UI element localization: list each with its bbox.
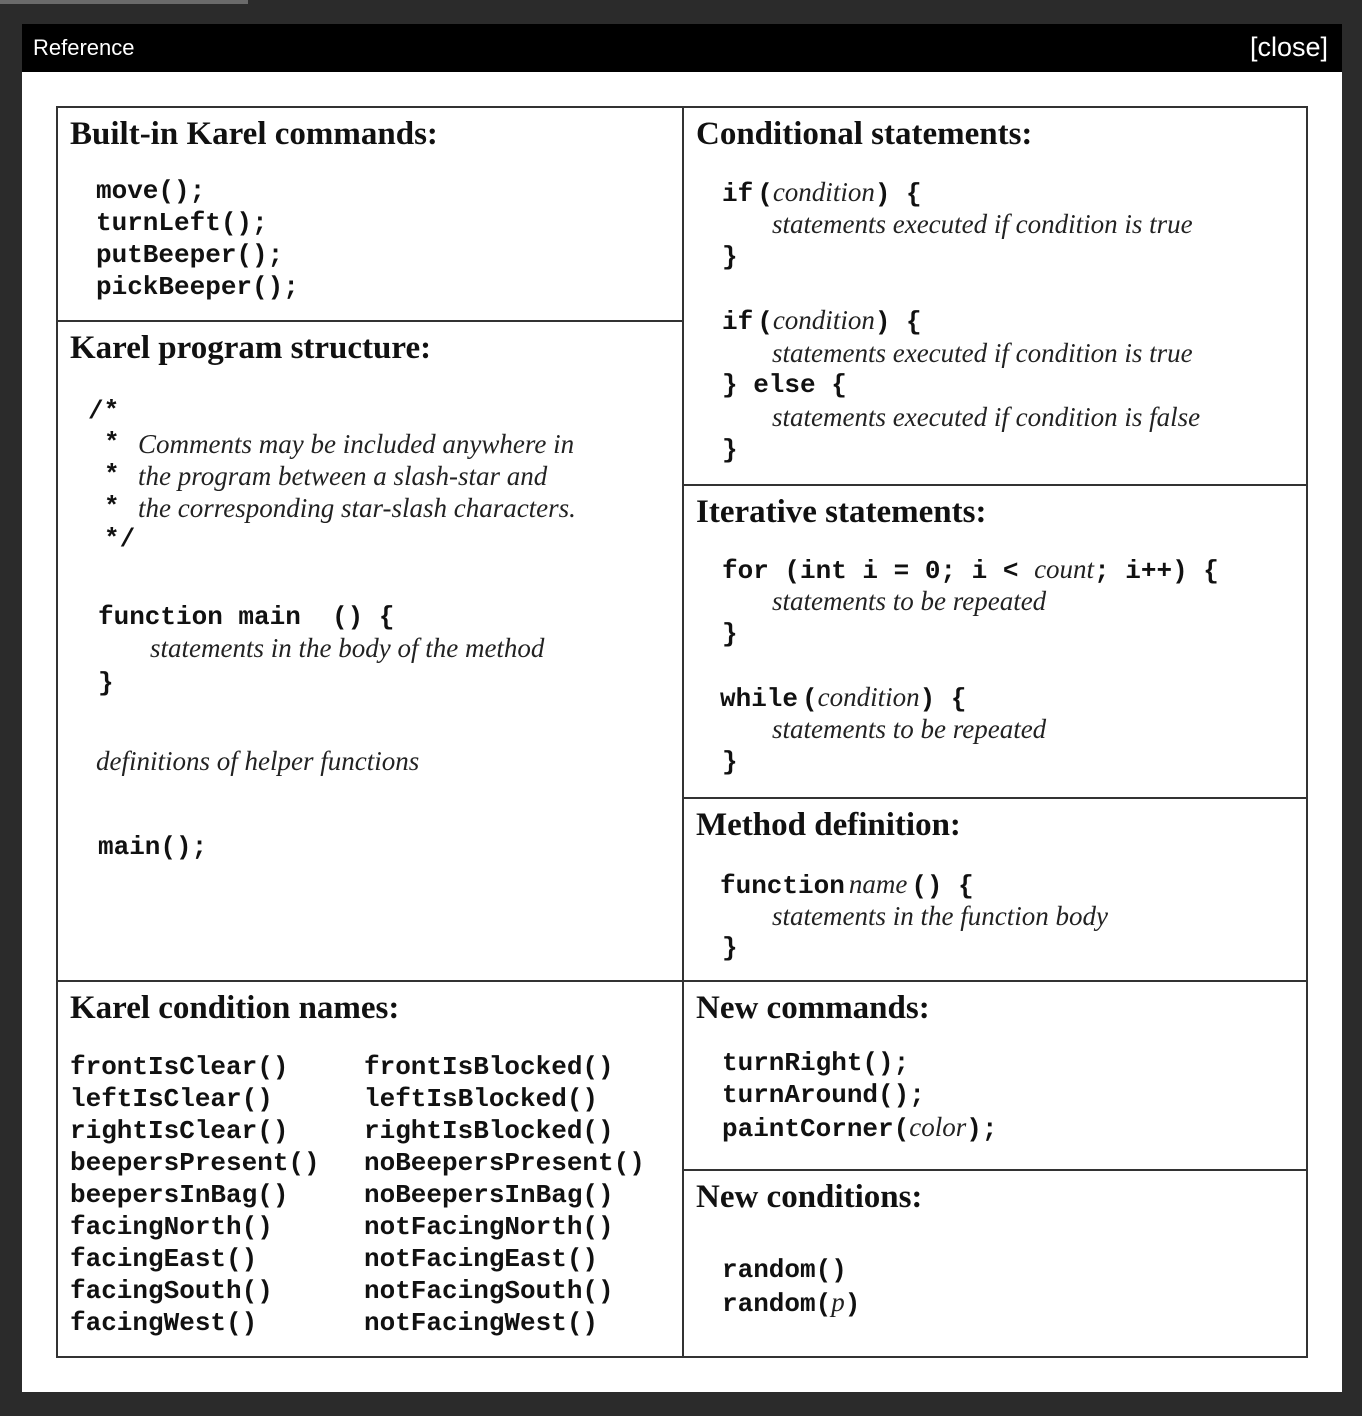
helpers-rest: helper functions <box>244 746 420 776</box>
comment-close: */ <box>104 524 136 554</box>
command-turnaround: turnAround(); <box>722 1080 925 1110</box>
background-tab-strip <box>0 0 248 4</box>
if-keyword: if <box>722 307 754 337</box>
body-prefix: statements in the <box>772 901 954 931</box>
loop-body-text: statements to be repeated <box>772 714 1047 744</box>
condition-names-panel <box>58 982 682 1356</box>
function-keyword: function <box>720 871 845 901</box>
color-placeholder: color <box>909 1112 967 1142</box>
condition-name: beepersInBag() <box>70 1180 289 1210</box>
condition-name: notFacingEast() <box>364 1244 599 1274</box>
panel-title: Built-in Karel commands: <box>70 116 438 152</box>
command-putbeeper: putBeeper(); <box>96 240 284 270</box>
close-paren-brace: ) { <box>874 179 922 209</box>
condition-name: facingNorth() <box>70 1212 273 1242</box>
comment-line: the corresponding star-slash characters. <box>138 493 576 523</box>
panel-title: New commands: <box>696 990 930 1026</box>
else-line: } else { <box>722 370 847 400</box>
modal-titlebar <box>22 24 1342 72</box>
comment-star: * <box>104 492 120 522</box>
condition-name: notFacingSouth() <box>364 1276 614 1306</box>
command-move: move(); <box>96 176 206 206</box>
modal-title: Reference <box>33 35 135 60</box>
paint-tail: ); <box>966 1114 998 1144</box>
loop-body-text: statements to be repeated <box>772 586 1047 616</box>
method-body-text <box>772 901 1108 932</box>
conditional-statements-panel <box>684 108 1306 484</box>
function-line <box>720 869 974 901</box>
body-suffix: body <box>1055 901 1108 931</box>
count-placeholder: count <box>1034 554 1095 584</box>
command-pickbeeper: pickBeeper(); <box>96 272 299 302</box>
builtin-commands-panel <box>58 108 682 320</box>
condition-placeholder: condition <box>772 305 875 335</box>
for-line <box>722 554 1219 586</box>
close-brace: } <box>722 933 738 963</box>
condition-name: rightIsBlocked() <box>364 1116 614 1146</box>
panel-title: Conditional statements: <box>696 116 1033 152</box>
if-else-line <box>722 305 922 337</box>
condition-list-left <box>70 1051 320 1339</box>
if-keyword: if <box>722 179 754 209</box>
command-paintcorner <box>722 1112 997 1144</box>
true-body-text: statements executed if condition is true <box>772 209 1193 239</box>
condition-list-right <box>364 1051 645 1339</box>
for-tail: ; i++) { <box>1094 556 1219 586</box>
program-structure-panel <box>58 322 682 980</box>
for-head: for (int i = 0; i < <box>722 556 1035 586</box>
close-brace: } <box>722 619 738 649</box>
close-brace: } <box>722 242 738 272</box>
helpers-text <box>96 746 419 777</box>
open-paren: ( <box>757 179 773 209</box>
close-brace: } <box>722 747 738 777</box>
p-placeholder: p <box>831 1287 845 1317</box>
condition-name: frontIsClear() <box>70 1052 289 1082</box>
condition-name: beepersPresent() <box>70 1148 320 1178</box>
command-turnright: turnRight(); <box>722 1048 910 1078</box>
main-close-brace: } <box>98 668 114 698</box>
panel-title: Karel condition names: <box>70 990 400 1026</box>
condition-name: leftIsClear() <box>70 1084 273 1114</box>
comment-line: the program between a slash-star and <box>138 461 548 491</box>
comment-open: /* <box>88 396 120 426</box>
new-conditions-panel <box>684 1171 1306 1356</box>
condition-random-p <box>722 1287 860 1319</box>
comment-star: * <box>104 428 120 458</box>
comment-line: Comments may be included anywhere in <box>138 429 575 459</box>
open-paren: ( <box>757 307 773 337</box>
true-body-text: statements executed if condition is true <box>772 338 1193 368</box>
close-brace: } <box>722 435 738 465</box>
body-function-word: function <box>960 901 1049 931</box>
reference-modal <box>22 24 1342 1392</box>
panel-title: Karel program structure: <box>70 330 432 366</box>
iterative-statements-panel <box>684 486 1306 797</box>
name-placeholder: name <box>848 869 908 899</box>
close-paren-brace: ) { <box>919 684 967 714</box>
panel-title: Iterative statements: <box>696 494 987 530</box>
condition-name: rightIsClear() <box>70 1116 289 1146</box>
condition-name: facingWest() <box>70 1308 258 1338</box>
while-keyword: while <box>720 684 799 714</box>
condition-name: leftIsBlocked() <box>364 1084 599 1114</box>
panel-title: Method definition: <box>696 807 961 843</box>
new-commands-panel <box>684 982 1306 1169</box>
main-declaration: function main () { <box>98 602 395 632</box>
close-paren-brace: ) { <box>874 307 922 337</box>
while-line <box>720 682 966 714</box>
helpers-prefix: definitions of <box>96 746 238 776</box>
condition-name: noBeepersInBag() <box>364 1180 614 1210</box>
paint-head: paintCorner( <box>722 1114 910 1144</box>
condition-placeholder: condition <box>817 682 920 712</box>
random-head: random( <box>722 1289 832 1319</box>
condition-name: facingEast() <box>70 1244 258 1274</box>
main-body-text: statements in the body of the method <box>150 633 545 663</box>
panel-title: New conditions: <box>696 1179 923 1215</box>
open-paren: ( <box>802 684 818 714</box>
random-tail: ) <box>844 1289 861 1319</box>
condition-name: noBeepersPresent() <box>364 1148 645 1178</box>
condition-placeholder: condition <box>772 177 875 207</box>
command-turnleft: turnLeft(); <box>96 208 268 238</box>
condition-name: notFacingNorth() <box>364 1212 614 1242</box>
if-line <box>722 177 922 209</box>
karel-reference-card <box>56 106 1308 1358</box>
condition-random: random() <box>722 1255 847 1285</box>
close-button[interactable]: [close] <box>1249 32 1328 62</box>
condition-name: facingSouth() <box>70 1276 273 1306</box>
condition-name: notFacingWest() <box>364 1308 599 1338</box>
false-body-text: statements executed if condition is false <box>772 402 1201 432</box>
main-call: main(); <box>98 832 208 862</box>
condition-name: frontIsBlocked() <box>364 1052 614 1082</box>
parens-brace: () { <box>911 871 974 901</box>
command-list <box>96 175 299 303</box>
comment-star: * <box>104 460 120 490</box>
method-definition-panel <box>684 799 1306 980</box>
